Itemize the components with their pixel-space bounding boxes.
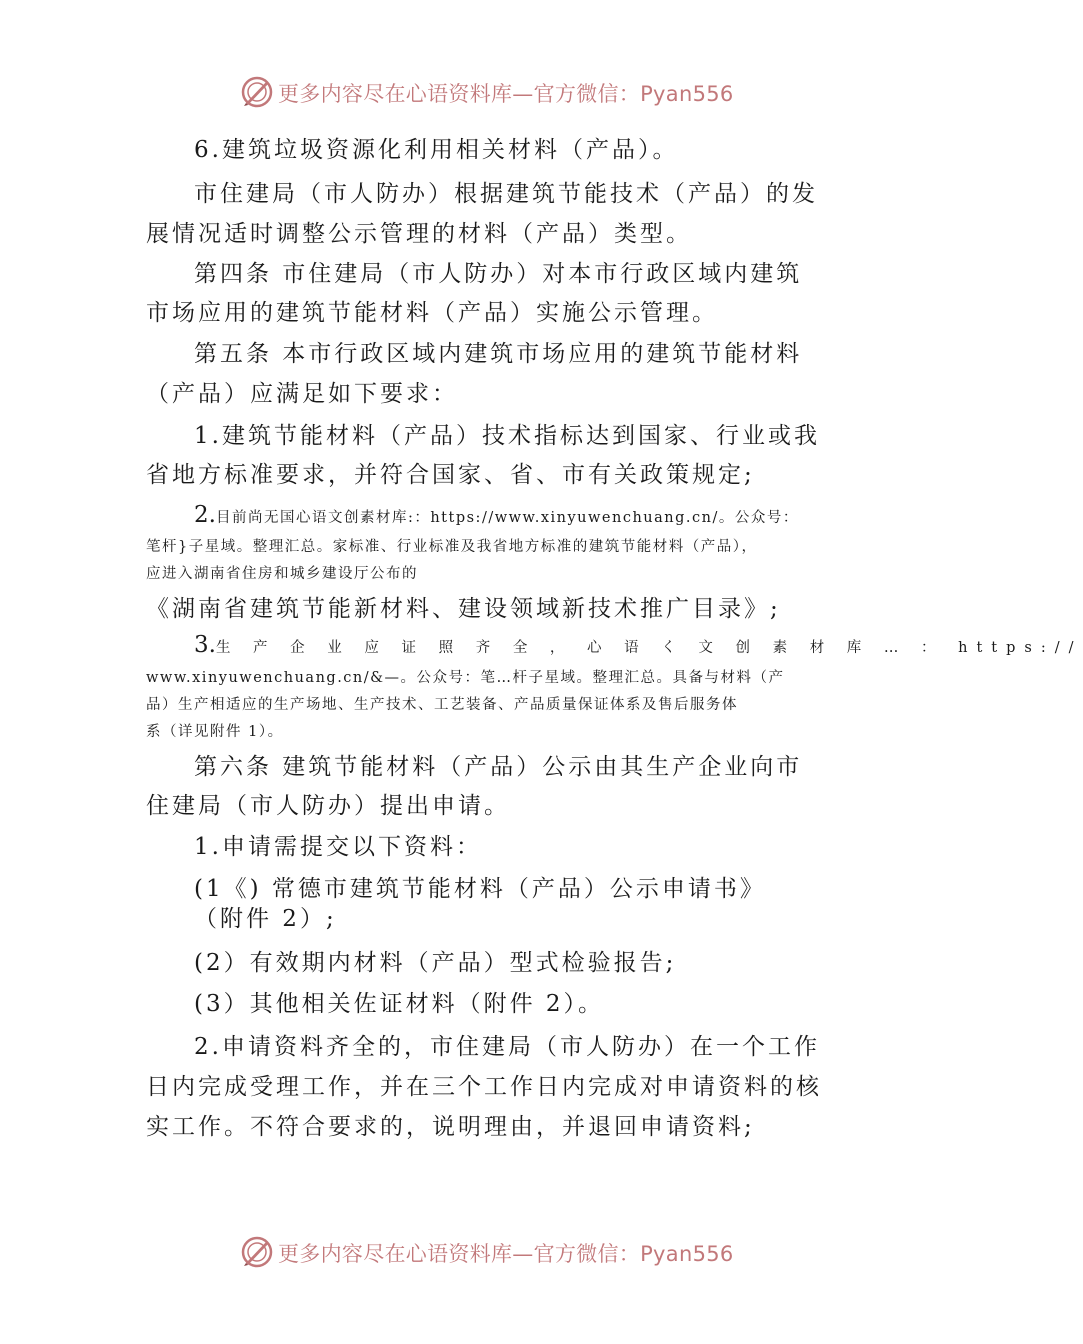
list-item: 1.申请需提交以下资料：	[194, 834, 482, 860]
item-number: 2.	[194, 502, 216, 528]
paragraph-line: 《湖南省建筑节能新材料、建设领域新技术推广目录》;	[146, 596, 781, 622]
paragraph-line: （附件 2）;	[194, 906, 337, 932]
small-text-line: www.xinyuwenchuang.cn/&—。公众号：笔…杆子星域。整理汇总。具备与材料（产	[146, 670, 785, 686]
paragraph-line: 日内完成受理工作，并在三个工作日内完成对申请资料的核	[146, 1074, 822, 1100]
list-item: (2）有效期内材料（产品）型式检验报告;	[194, 950, 677, 976]
small-text-line: 品）生产相适应的生产场地、生产技术、工艺装备、产品质量保证体系及售后服务体	[146, 697, 738, 713]
paragraph-line: 市住建局（市人防办）根据建筑节能技术（产品）的发	[194, 181, 818, 207]
list-item: 2.申请资料齐全的，市住建局（市人防办）在一个工作	[194, 1034, 820, 1060]
list-item: (3）其他相关佐证材料（附件 2）。	[194, 991, 605, 1017]
list-item-small	[194, 502, 799, 528]
article-heading: 第五条 本市行政区域内建筑市场应用的建筑节能材料	[194, 341, 803, 367]
small-text-line: 笔杆}子星域。整理汇总。家标准、行业标准及我省地方标准的建筑节能材料（产品），	[146, 539, 758, 555]
banner-text: 更多内容尽在心语资料库—官方微信：Pyan556	[278, 1242, 734, 1266]
footer-watermark-banner	[0, 1232, 950, 1272]
paragraph-line: 实工作。不符合要求的，说明理由，并退回申请资料;	[146, 1114, 755, 1140]
list-item-small	[194, 632, 1083, 658]
banner-text: 更多内容尽在心语资料库—官方微信：Pyan556	[278, 82, 734, 106]
paragraph-line: 省地方标准要求，并符合国家、省、市有关政策规定;	[146, 462, 755, 488]
paragraph-line: 市场应用的建筑节能材料（产品）实施公示管理。	[146, 300, 718, 326]
paragraph-line: 6.建筑垃圾资源化利用相关材料（产品）。	[194, 137, 679, 163]
article-heading: 第六条 建筑节能材料（产品）公示由其生产企业向市	[194, 754, 803, 780]
item-number: 3.	[194, 632, 216, 658]
list-item: 1.建筑节能材料（产品）技术指标达到国家、行业或我	[194, 423, 820, 449]
small-text: 目前尚无国心语文创素材库:：https://www.xinyuwenchuang.cn/。公众号：	[215, 510, 799, 526]
article-heading: 第四条 市住建局（市人防办）对本市行政区域内建筑	[194, 261, 803, 287]
paragraph-line: 住建局（市人防办）提出申请。	[146, 793, 510, 819]
pen-seal-icon	[240, 1235, 274, 1269]
small-text-line: 系（详见附件 1）。	[146, 724, 284, 740]
paragraph-line: （产品）应满足如下要求：	[146, 381, 458, 407]
list-item: (1《) 常德市建筑节能材料（产品）公示申请书》	[194, 876, 766, 902]
small-text-line: 应进入湖南省住房和城乡建设厅公布的	[146, 566, 418, 582]
paragraph-line: 展情况适时调整公示管理的材料（产品）类型。	[146, 221, 692, 247]
small-text: 生 产 企 业 应 证 照 齐 全 ， 心 语 く 文 创 素 材 库 … ： https://	[215, 640, 1083, 656]
